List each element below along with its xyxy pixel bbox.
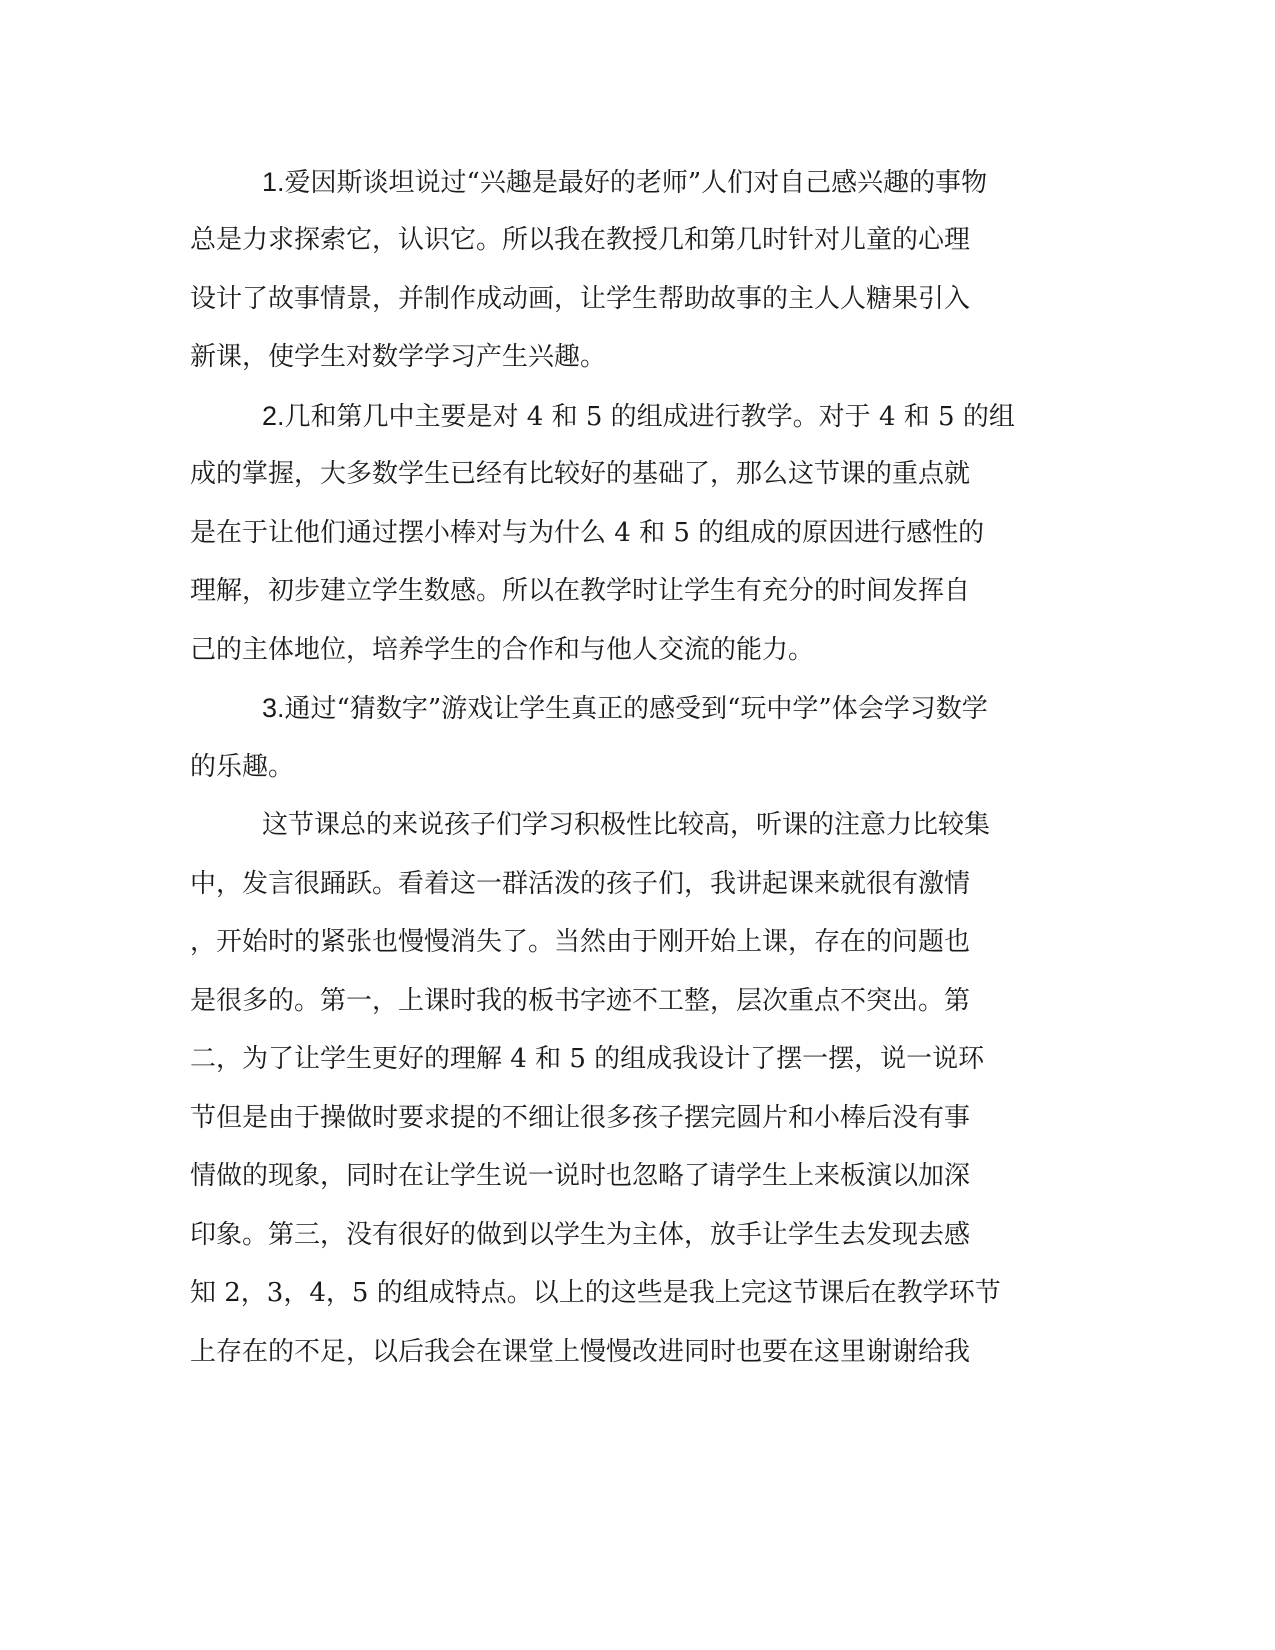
para2-line-4: 理解，初步建立学生数感。所以在教学时让学生有充分的时间发挥自 [190, 576, 971, 606]
para4-line-7: 情做的现象，同时在让学生说一说时也忽略了请学生上来板演以加深 [190, 1161, 971, 1191]
para4-line-10: 上存在的不足，以后我会在课堂上慢慢改进同时也要在这里谢谢给我 [190, 1337, 971, 1367]
para4-line-9: 知 2，3，4，5 的组成特点。以上的这些是我上完这节课后在教学环节 [190, 1278, 1001, 1308]
para2-text-1: 几和第几中主要是对 4 和 5 的组成进行教学。对于 4 和 5 的组 [284, 402, 1015, 432]
para1-number: 1. [262, 167, 285, 197]
para1-text-1: 爱因斯谈坦说过“兴趣是最好的老师”人们对自己感兴趣的事物 [284, 168, 988, 198]
para2-line-3: 是在于让他们通过摆小棒对与为什么 4 和 5 的组成的原因进行感性的 [190, 518, 985, 548]
para3-number: 3. [262, 693, 285, 723]
para4-line-4: 是很多的。第一，上课时我的板书字迹不工整，层次重点不突出。第 [190, 986, 971, 1016]
para4-line-6: 节但是由于操做时要求提的不细让很多孩子摆完圆片和小棒后没有事 [190, 1103, 971, 1133]
para4-line-2: 中，发言很踊跃。看着这一群活泼的孩子们，我讲起课来就很有激情 [190, 869, 971, 899]
para1-line-1 [262, 162, 1070, 202]
para4-line-8: 印象。第三，没有很好的做到以学生为主体，放手让学生去发现去感 [190, 1220, 971, 1250]
para3-text-1: 通过“猜数字”游戏让学生真正的感受到“玩中学”体会学习数学 [284, 694, 988, 724]
para3-line-2: 的乐趣。 [190, 752, 295, 782]
para4-line-1: 这节课总的来说孩子们学习积极性比较高，听课的注意力比较集 [262, 810, 991, 840]
para3-line-1 [262, 688, 1070, 728]
para4-line-3: ，开始时的紧张也慢慢消失了。当然由于刚开始上课，存在的问题也 [190, 927, 971, 957]
para1-line-3: 设计了故事情景，并制作成动画，让学生帮助故事的主人人糖果引入 [190, 284, 971, 314]
para2-line-1 [262, 396, 1070, 436]
para2-line-2: 成的掌握，大多数学生已经有比较好的基础了，那么这节课的重点就 [190, 459, 971, 489]
para1-line-2: 总是力求探索它，认识它。所以我在教授几和第几时针对儿童的心理 [190, 225, 971, 255]
para2-line-5: 己的主体地位，培养学生的合作和与他人交流的能力。 [190, 635, 815, 665]
para1-line-4: 新课，使学生对数学学习产生兴趣。 [190, 342, 607, 372]
para2-number: 2. [262, 401, 285, 431]
para4-line-5: 二，为了让学生更好的理解 4 和 5 的组成我设计了摆一摆，说一说环 [190, 1044, 985, 1074]
